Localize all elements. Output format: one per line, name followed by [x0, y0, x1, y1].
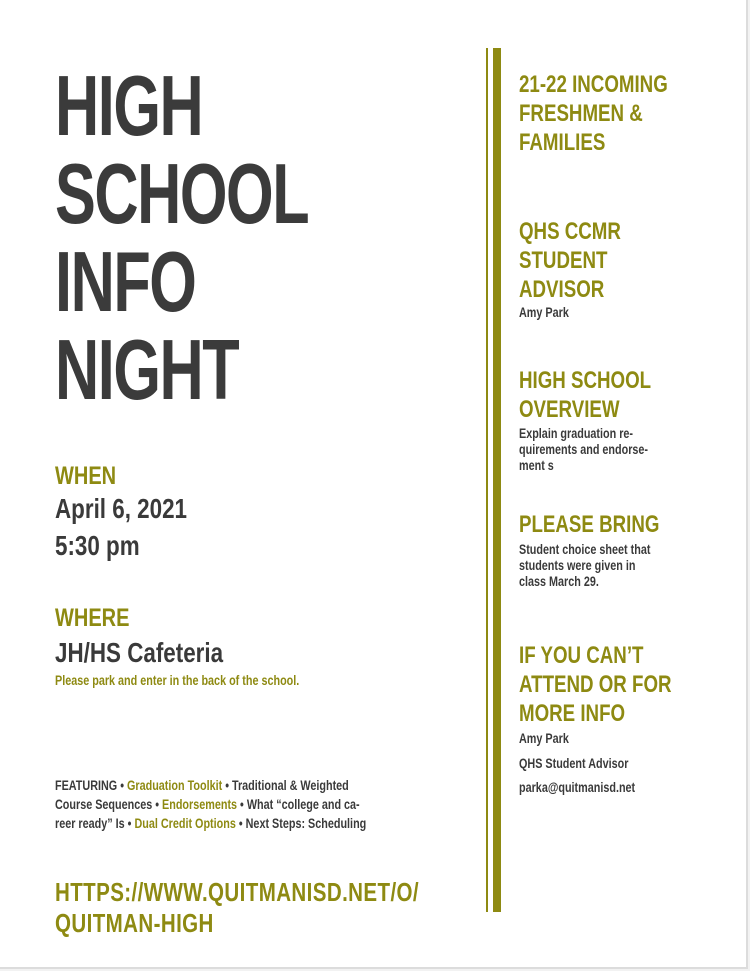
event-location: JH/HS Cafeteria — [55, 637, 224, 668]
feature-course-sequences: Traditional & Weighted — [231, 778, 349, 793]
featuring-label: FEATURING — [55, 778, 118, 793]
hero-line-1: HIGH — [55, 59, 203, 154]
bring-heading: PLEASE BRING — [519, 511, 660, 538]
divider-thin — [486, 48, 488, 912]
hero-line-2: SCHOOL — [55, 147, 309, 242]
feature-dual-credit: Dual Credit Options — [134, 816, 236, 831]
overview-heading: HIGH SCHOOL OVERVIEW — [519, 367, 652, 423]
url-line-2[interactable]: QUITMAN-HIGH — [55, 908, 214, 938]
contact-role: QHS Student Advisor — [519, 756, 629, 771]
contact-heading: IF YOU CAN’T ATTEND OR FOR MORE INFO — [519, 642, 672, 727]
hero-line-4: NIGHT — [55, 323, 239, 418]
audience-heading: 21-22 INCOMING FRESHMEN & FAMILIES — [519, 71, 668, 156]
feature-graduation-toolkit: Graduation Toolkit — [126, 778, 223, 793]
contact-email[interactable]: parka@quitmanisd.net — [519, 780, 636, 795]
where-label: WHERE — [55, 604, 130, 632]
advisor-heading: QHS CCMR STUDENT ADVISOR — [519, 218, 621, 303]
bring-body: Student choice sheet that students were given in class March 29. — [519, 542, 651, 589]
contact-name: Amy Park — [519, 731, 569, 746]
featuring-line-1: FEATURING • Graduation Toolkit • Traditional & Weighted — [55, 778, 349, 793]
url-line-1[interactable]: HTTPS://WWW.QUITMANISD.NET/O/ — [55, 877, 420, 907]
featuring-line-3: reer ready” Is • Dual Credit Options • Next Steps: Scheduling — [55, 816, 367, 831]
feature-endorsements: Endorsements — [162, 797, 238, 812]
hero-line-3: INFO — [55, 235, 196, 330]
event-date: April 6, 2021 — [55, 493, 187, 524]
advisor-name: Amy Park — [519, 305, 569, 320]
parking-note: Please park and enter in the back of the school. — [55, 673, 300, 688]
overview-body: Explain graduation re- quirements and endorse- ment s — [519, 426, 649, 473]
divider-thick — [493, 48, 501, 912]
featuring-line-2: Course Sequences • Endorsements • What “college and ca- — [55, 797, 360, 812]
event-time: 5:30 pm — [55, 530, 140, 561]
when-label: WHEN — [55, 462, 117, 490]
featuring-block — [55, 776, 444, 833]
